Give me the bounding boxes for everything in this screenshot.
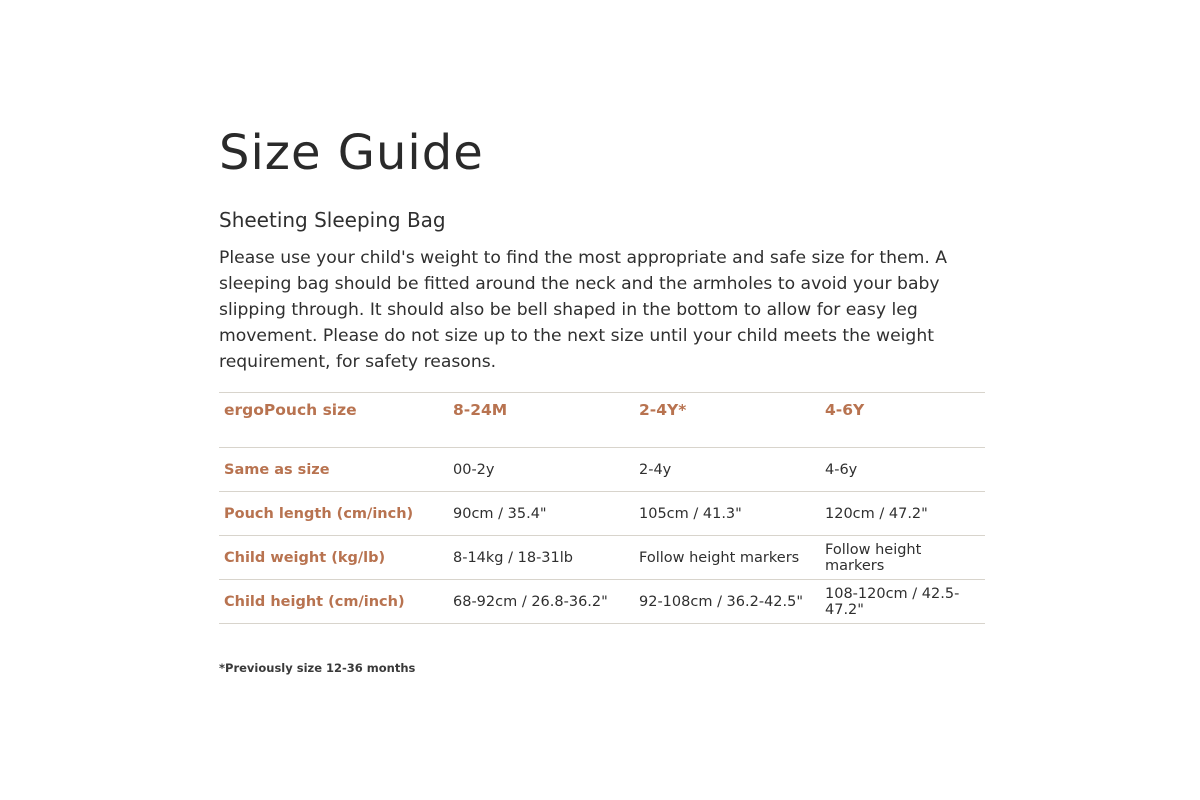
table-cell: 92-108cm / 36.2-42.5" <box>634 580 820 624</box>
size-table <box>219 392 985 624</box>
table-row-pouch-length <box>219 492 985 536</box>
header-col-2-4y: 2-4Y* <box>634 393 820 448</box>
row-label: Child height (cm/inch) <box>219 580 448 624</box>
table-cell: 120cm / 47.2" <box>820 492 985 536</box>
table-header-row <box>219 393 985 448</box>
table-cell: Follow height markers <box>634 536 820 580</box>
row-label: Same as size <box>219 448 448 492</box>
table-row-same-as-size <box>219 448 985 492</box>
table-cell: 90cm / 35.4" <box>448 492 634 536</box>
table-row-child-weight <box>219 536 985 580</box>
table-cell: Follow height markers <box>820 536 985 580</box>
page-title: Size Guide <box>219 125 484 181</box>
header-col-8-24m: 8-24M <box>448 393 634 448</box>
table-cell: 105cm / 41.3" <box>634 492 820 536</box>
product-subtitle: Sheeting Sleeping Bag <box>219 208 446 232</box>
size-description: Please use your child's weight to find the most appropriate and safe size for them. A sleeping bag should be fitted around the neck and the armholes to avoid your baby slipping through. It should also be bell shaped in the bottom to allow for easy leg movement. Please do not size up to the next size until your child meets the weight requirement, for safety reasons. <box>219 248 948 372</box>
footnote: *Previously size 12-36 months <box>219 661 416 676</box>
row-label: Pouch length (cm/inch) <box>219 492 448 536</box>
header-col-4-6y: 4-6Y <box>820 393 985 448</box>
table-cell: 4-6y <box>820 448 985 492</box>
table-cell: 108-120cm / 42.5-47.2" <box>820 580 985 624</box>
row-label: Child weight (kg/lb) <box>219 536 448 580</box>
table-row-child-height <box>219 580 985 624</box>
header-label: ergoPouch size <box>219 393 448 448</box>
table-cell: 00-2y <box>448 448 634 492</box>
table-cell: 2-4y <box>634 448 820 492</box>
size-guide-page <box>219 122 999 675</box>
table-cell: 8-14kg / 18-31lb <box>448 536 634 580</box>
table-cell: 68-92cm / 26.8-36.2" <box>448 580 634 624</box>
